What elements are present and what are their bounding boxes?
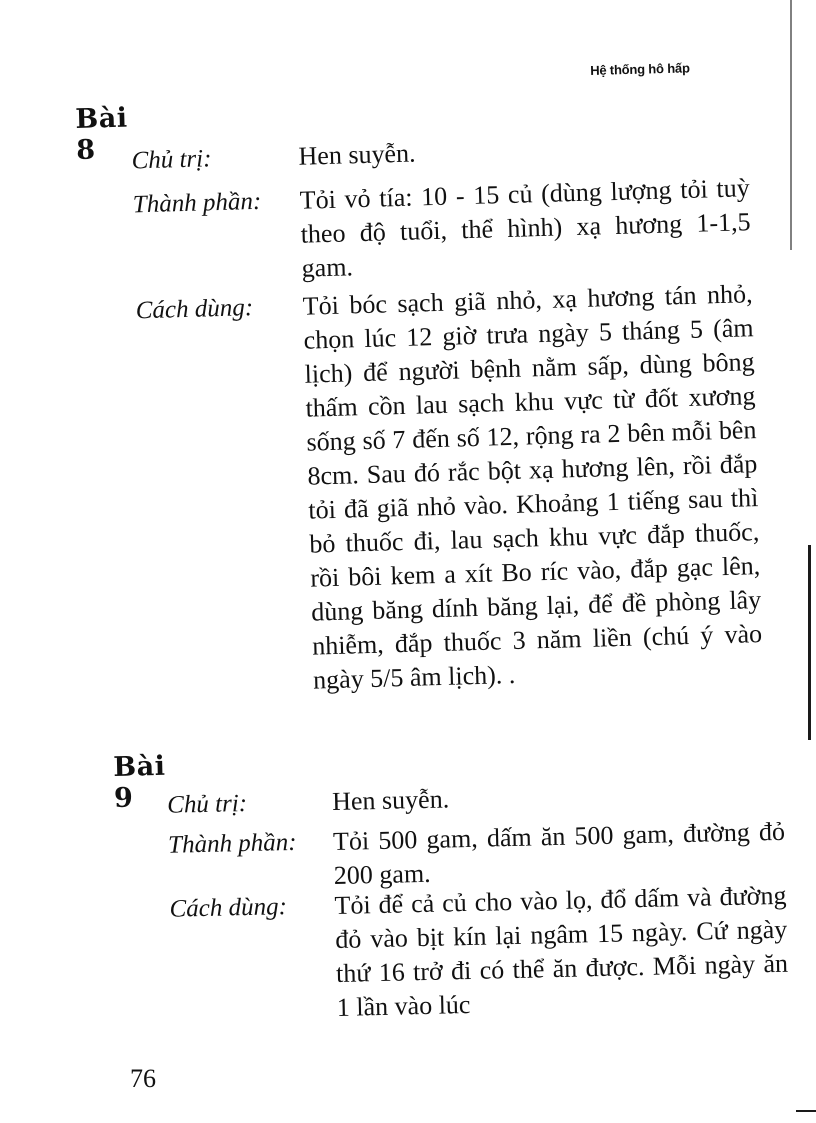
chu-tri-value: Hen suyễn. <box>298 138 416 171</box>
thanh-phan-label: Thành phần: <box>132 187 262 219</box>
chu-tri-value: Hen suyễn. <box>331 784 450 817</box>
section-title: Bài 9 <box>113 750 166 814</box>
cach-dung-label: Cách dùng: <box>135 294 254 325</box>
cach-dung-value: Tỏi để cả củ cho vào lọ, đổ dấm và đường đỏ vào bịt kín lại ngâm 15 ngày. Cứ ngày thứ 16 trở đi có thể ăn được. Mỗi ngày ăn 1 lần vào lúc <box>334 880 789 1022</box>
running-header: Hệ thống hô hấp <box>590 60 690 78</box>
page-number: 76 <box>130 1064 156 1093</box>
thanh-phan-value: Tỏi 500 gam, dấm ăn 500 gam, đường đỏ 200 gam. <box>332 816 786 891</box>
thanh-phan-value: Tỏi vỏ tía: 10 - 15 củ (dùng lượng tỏi tuỳ theo độ tuổi, thể hình) xạ hương 1-1,5 gam. <box>299 173 751 283</box>
page-edge-line <box>808 545 811 740</box>
chu-tri-label: Chủ trị: <box>131 145 212 175</box>
section-title: Bài 8 <box>75 102 128 166</box>
cach-dung-label: Cách dùng: <box>169 893 288 923</box>
page-edge-line <box>790 0 792 250</box>
page-edge-line <box>796 1110 816 1112</box>
cach-dung-value: Tỏi bóc sạch giã nhỏ, xạ hương tán nhỏ, chọn lúc 12 giờ trưa ngày 5 tháng 5 (âm lịch) để người bệnh nằm sấp, dùng bông thấm cồn lau sạch khu vực từ đốt xương sống số 7 đến số 12, rộng ra 2 bên mỗi bên 8cm. Sau đó rắc bột xạ hương lên, rồi đắp tỏi đã giã nhỏ vào. Khoảng 1 tiếng sau thì bỏ thuốc đi, lau sạch khu vực đắp thuốc, rồi bôi kem a xít Bo ríc vào, đắp gạc lên, dùng băng dính băng lại, để đề phòng lây nhiễm, đắp thuốc 3 năm liền (chú ý vào ngày 5/5 âm lịch). . <box>302 279 763 695</box>
chu-tri-label: Chủ trị: <box>166 789 248 819</box>
thanh-phan-label: Thành phần: <box>167 828 297 859</box>
